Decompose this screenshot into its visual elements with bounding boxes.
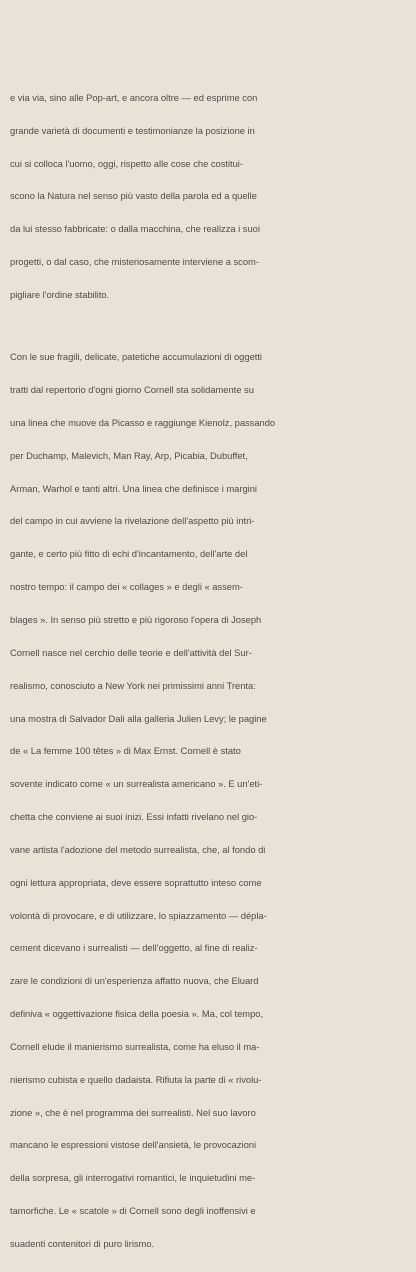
text-line: mancano le espressioni vistose dell'ansietà, le provocazioni [10, 1139, 257, 1151]
text-line: Arman, Warhol e tanti altri. Una linea che definisce i margini [10, 482, 257, 494]
text-line: de « La femme 100 têtes » di Max Ernst. Cornell è stato [10, 745, 241, 757]
text-line: cui si colloca l'uomo, oggi, rispetto alle cose che costitui- [10, 157, 243, 169]
text-line: una linea che muove da Picasso e raggiunge Kienolz, passando [10, 416, 276, 428]
text-line: della sorpresa, gli interrogativi romantici, le inquietudini me- [10, 1172, 256, 1184]
paragraph-2 [10, 330, 409, 1272]
text-line: nostro tempo: il campo dei « collages » e degli « assem- [10, 581, 243, 593]
text-line: Cornell nasce nel cerchio delle teorie e dell'attività del Sur- [10, 646, 252, 658]
text-line: definiva « oggettivazione fisica della poesia ». Ma, col tempo, [10, 1008, 264, 1020]
text-line: Cornell elude il manierismo surrealista, come ha eluso il ma- [10, 1040, 260, 1052]
text-line: Con le sue fragili, delicate, patetiche accumulazioni di oggetti [10, 351, 262, 363]
text-line: e via via, sino alle Pop-art, e ancora oltre — ed esprime con [10, 91, 258, 103]
text-line: tamorfiche. Le « scatole » di Cornell sono degli inoffensivi e [10, 1205, 256, 1217]
text-line: una mostra di Salvador Dali alla galleria Julien Levy; le pagine [10, 712, 267, 724]
text-line: nierismo cubista e quello dadaista. Rifiuta la parte di « rivolu- [10, 1073, 262, 1085]
text-line: ogni lettura appropriata, deve essere soprattutto inteso come [10, 876, 262, 888]
text-line: progetti, o dal caso, che misteriosamente interviene a scom- [10, 256, 259, 268]
text-line: zione », che è nel programma dei surrealisti. Nel suo lavoro [10, 1106, 256, 1118]
text-line: del campo in cui avviene la rivelazione dell'aspetto più intri- [10, 515, 255, 527]
text-line: blages ». In senso più stretto e più rigoroso l'opera di Joseph [10, 613, 262, 625]
text-line: vane artista l'adozione del metodo surrealista, che, al fondo di [10, 843, 266, 855]
text-line: suadenti contenitori di puro lirismo. [10, 1238, 155, 1249]
text-line: realismo, conosciuto a New York nei primissimi anni Trenta: [10, 679, 256, 691]
text-line: pigliare l'ordine stabilito. [10, 288, 110, 300]
text-line: gante, e certo più fitto di echi d'incantamento, dell'arte del [10, 548, 248, 560]
text-line: chetta che conviene ai suoi inizi. Essi infatti rivelano nel gio- [10, 811, 258, 823]
text-line: scono la Natura nel senso più vasto della parola ed a quelle [10, 190, 257, 202]
text-line: tratti dal repertorio d'ogni giorno Cornell sta solidamente su [10, 384, 254, 396]
text-line: volontà di provocare, e di utilizzare, lo spiazzamento — déplа- [10, 909, 267, 921]
text-line: da lui stesso fabbricate: o dalla macchina, che realizza i suoi [10, 223, 260, 235]
paragraph-1 [10, 71, 409, 323]
text-line: cement dicevano i surrealisti — dell'oggetto, al fine di realiz- [10, 942, 258, 954]
text-line: zare le condizioni di un'esperienza affatto nuova, che Eluard [10, 975, 259, 987]
text-line: sovente indicato come « un surrealista americano ». E un'eti- [10, 778, 263, 790]
text-column [10, 71, 409, 1272]
text-line: grande varietà di documenti e testimonianze la posizione in [10, 124, 255, 136]
text-line: per Duchamp, Malevich, Man Ray, Arp, Picabia, Dubuffet, [10, 449, 248, 461]
